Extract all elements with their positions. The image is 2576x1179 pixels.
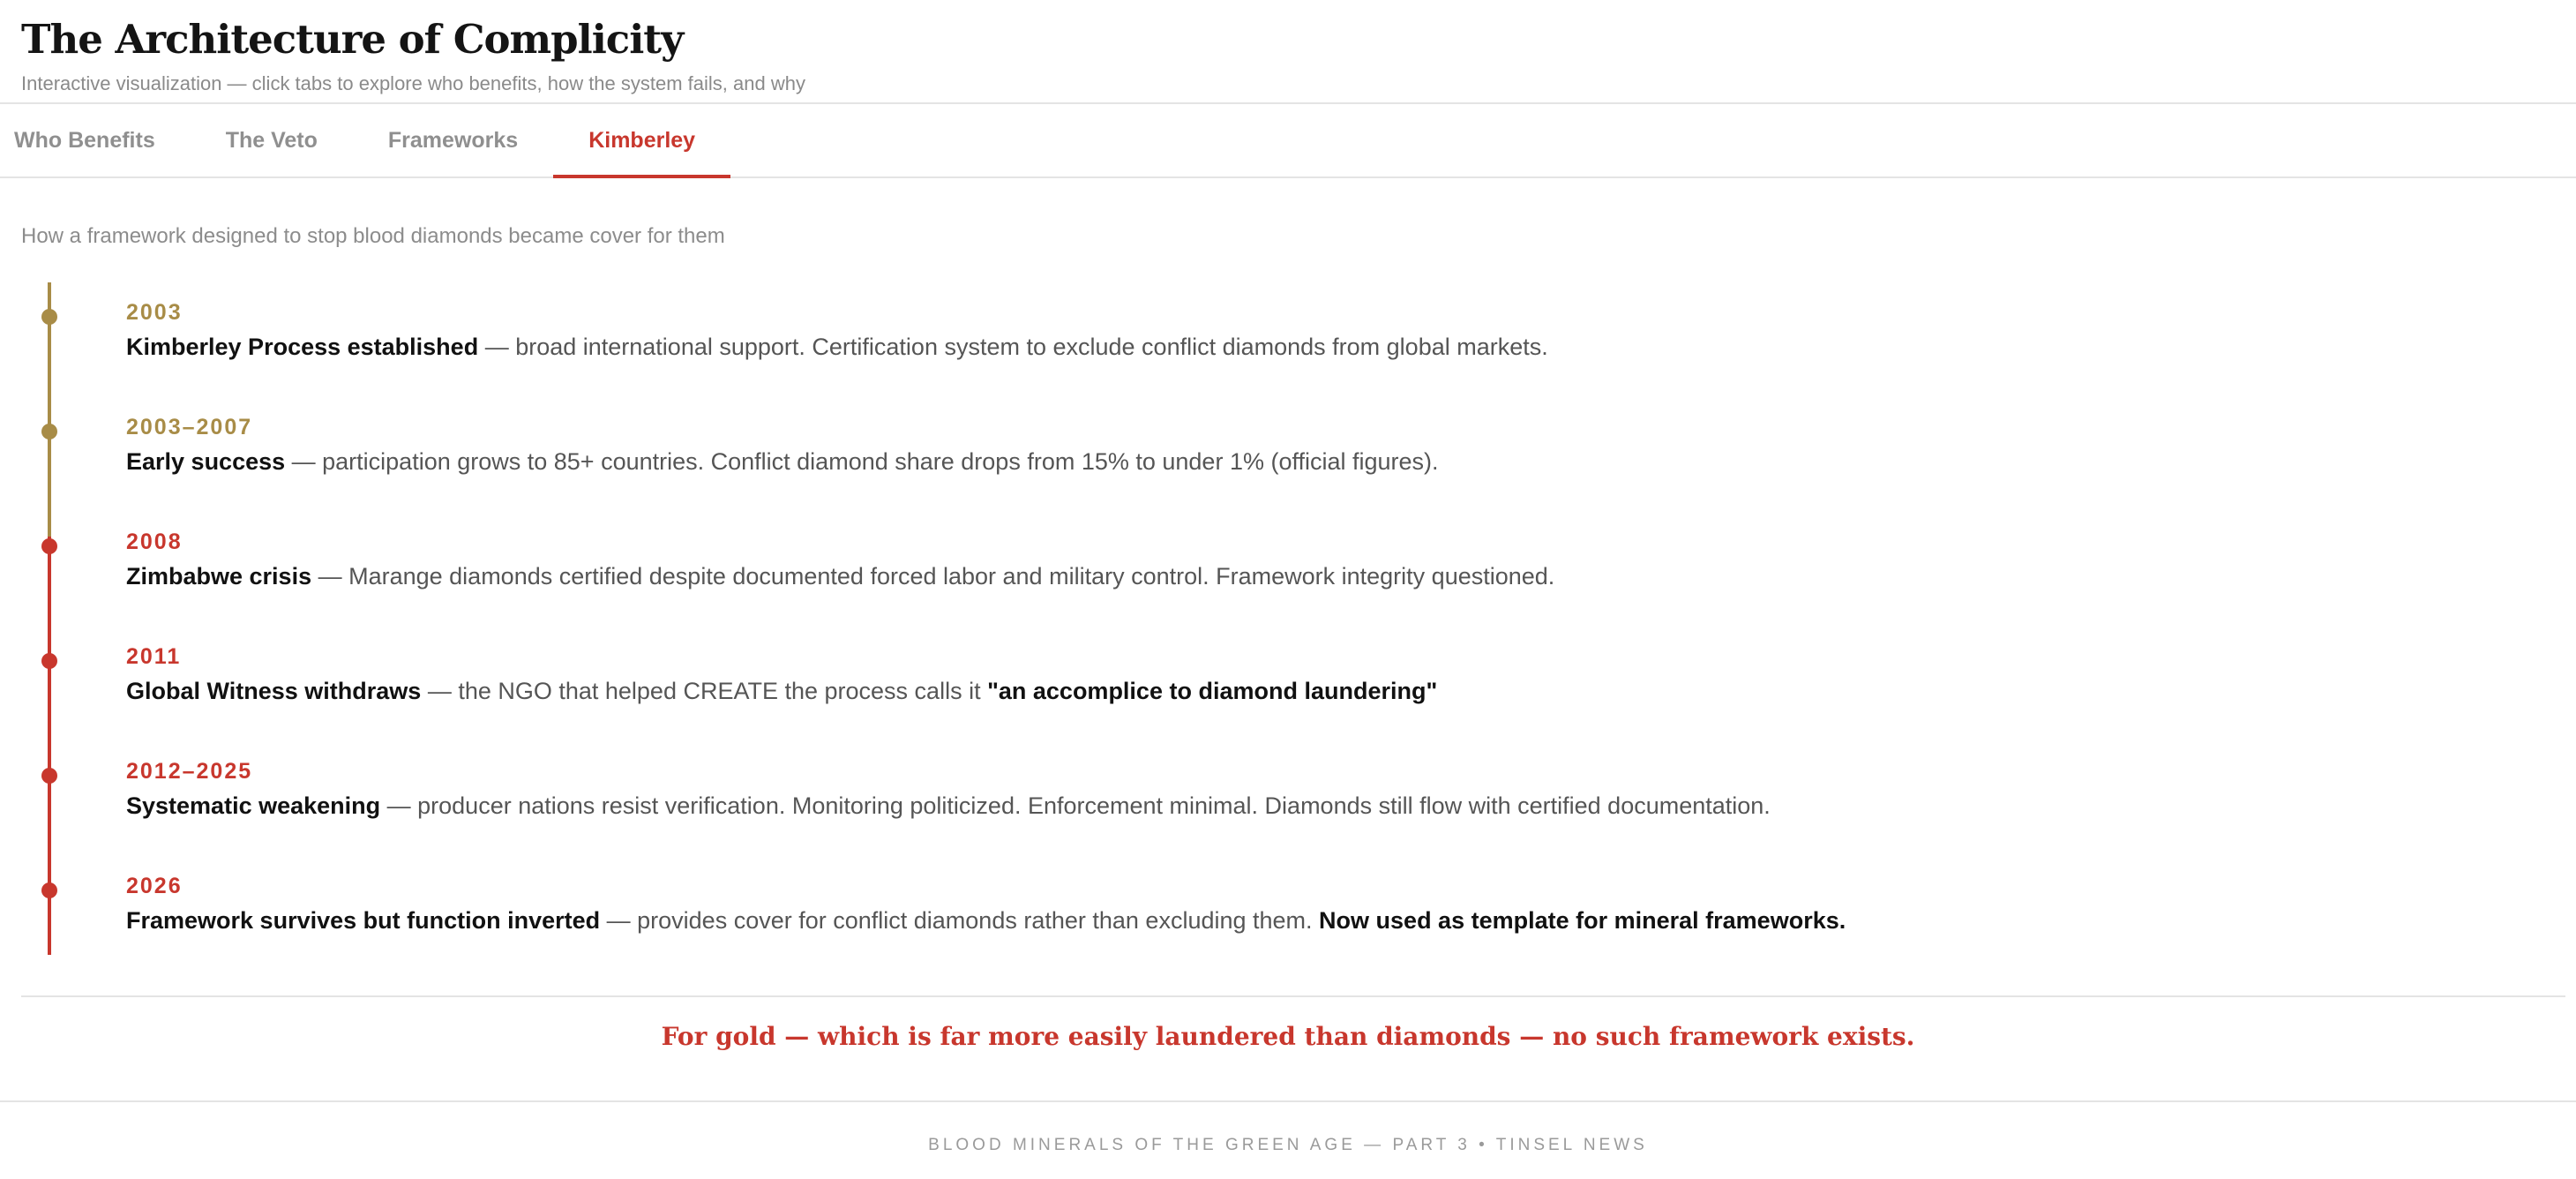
timeline-event [0,397,2470,512]
tab-kimberley[interactable]: Kimberley [553,104,730,176]
event-year: 2011 [126,644,182,669]
timeline-dot [41,768,57,784]
timeline [0,282,2576,955]
event-year: 2012–2025 [126,759,253,784]
event-year: 2008 [126,529,183,554]
event-text: — Marange diamonds certified despite documented forced labor and military control. Framework integrity questioned. [311,563,1555,590]
timeline-dot [41,309,57,325]
tab-the-veto[interactable]: The Veto [225,127,318,153]
event-text: — broad international support. Certification system to exclude conflict diamonds from global markets. [478,334,1548,360]
tab-frameworks[interactable]: Frameworks [387,127,519,153]
tab-who-benefits[interactable]: Who Benefits [14,127,155,153]
event-description [126,792,1771,820]
event-description [126,678,1437,705]
event-text: — provides cover for conflict diamonds rather than excluding them. [600,907,1320,934]
event-heading: Early success [126,448,286,475]
event-text: — producer nations resist verification. Monitoring politicized. Enforcement minimal. Diamonds still flow with certified documentation. [380,792,1771,819]
timeline-event [0,512,2470,627]
event-text: — participation grows to 85+ countries. Conflict diamond share drops from 15% to under 1% (official figures). [285,448,1439,475]
timeline-event [0,856,2470,971]
timeline-event [0,741,2470,856]
event-emphasis: Now used as template for mineral frameworks. [1319,907,1846,934]
event-heading: Zimbabwe crisis [126,563,312,590]
event-year: 2003 [126,300,183,325]
timeline-dot [41,424,57,439]
event-description [126,907,1846,935]
event-year: 2003–2007 [126,415,253,439]
event-description [126,334,1548,361]
tab-bar [0,104,2576,178]
event-text: — the NGO that helped CREATE the process calls it [421,678,988,704]
section-intro: How a framework designed to stop blood diamonds became cover for them [21,224,725,248]
event-year: 2026 [126,874,183,898]
event-emphasis: "an accomplice to diamond laundering" [987,678,1438,704]
event-heading: Framework survives but function inverted [126,907,601,934]
timeline-dot [41,653,57,669]
timeline-event [0,282,2470,397]
event-heading: Global Witness withdraws [126,678,422,704]
event-description [126,448,1439,476]
page-header [0,0,2576,104]
conclusion-callout: For gold — which is far more easily laundered than diamonds — no such framework exists. [661,1022,1915,1051]
timeline-dot [41,538,57,554]
footer-credit: BLOOD MINERALS OF THE GREEN AGE — PART 3 • TINSEL NEWS [928,1136,1648,1154]
event-heading: Systematic weakening [126,792,381,819]
timeline-dot [41,882,57,898]
section-divider [21,995,2565,997]
page-title: The Architecture of Complicity [21,16,684,63]
event-description [126,563,1554,590]
page-subtitle: Interactive visualization — click tabs to explore who benefits, how the system fails, and why [21,72,805,94]
footer-divider [0,1100,2576,1102]
event-heading: Kimberley Process established [126,334,479,360]
timeline-event [0,627,2470,741]
